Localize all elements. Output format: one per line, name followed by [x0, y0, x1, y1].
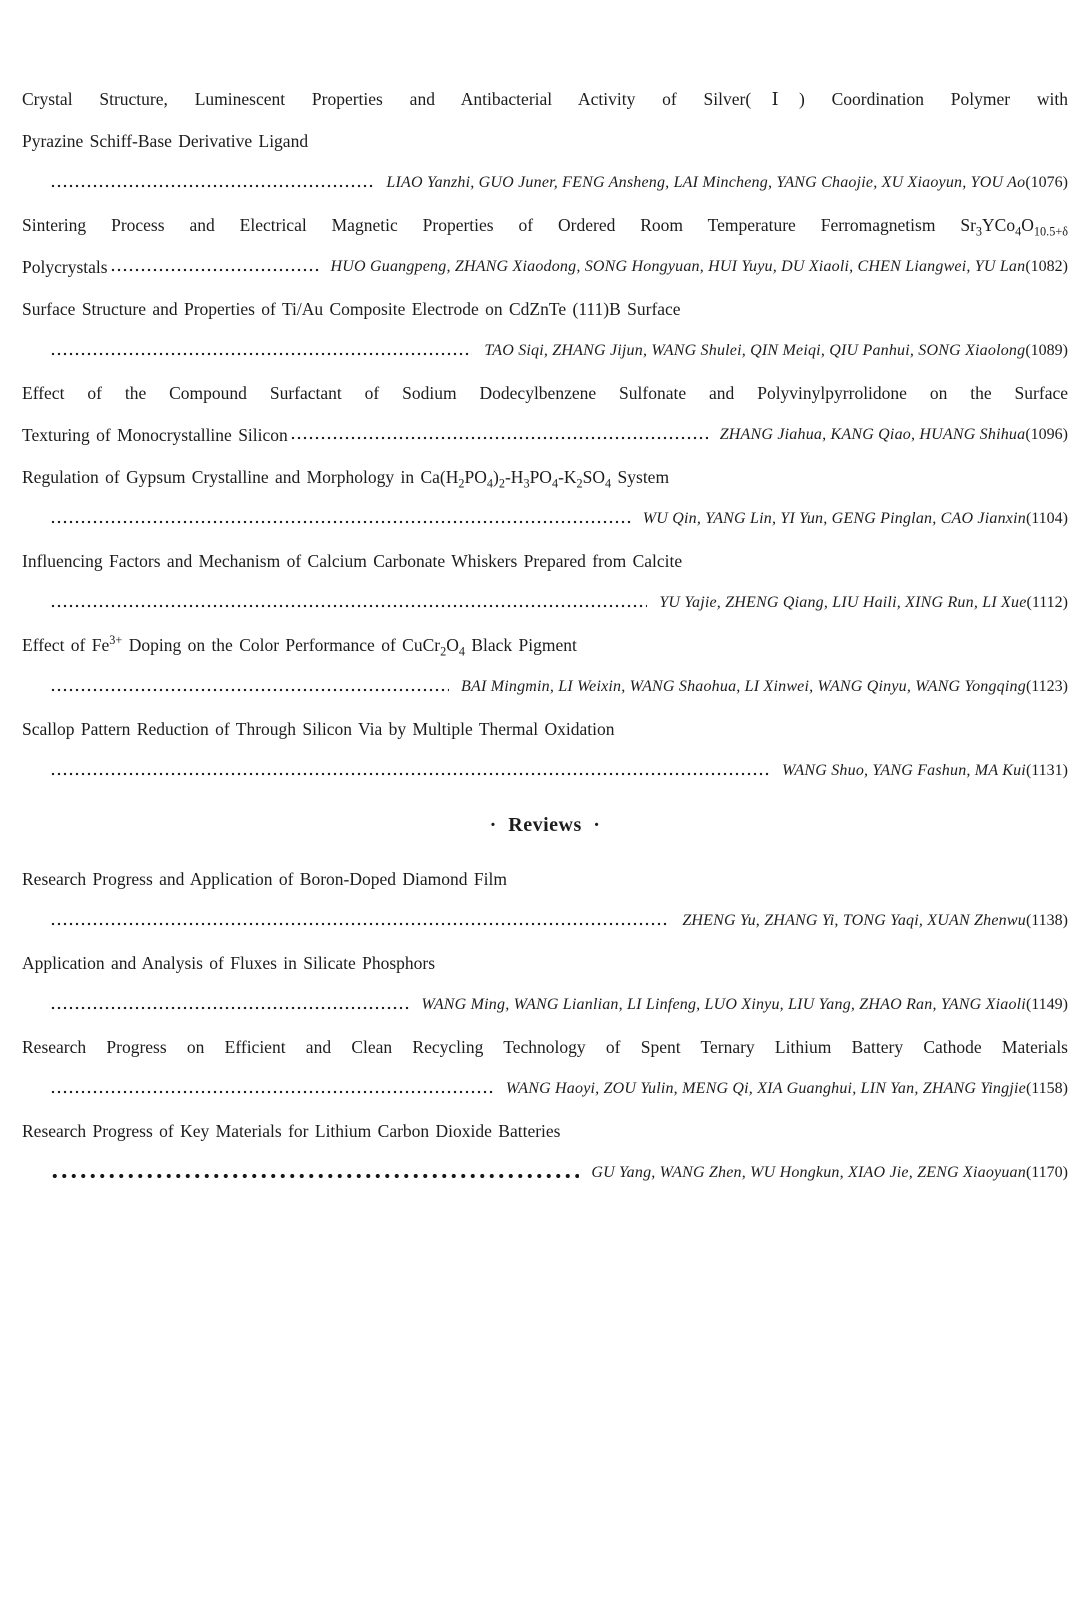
dot-leader: [50, 519, 631, 525]
dot-leader: [50, 771, 770, 777]
article-title-line: Polycrystals: [22, 257, 108, 277]
toc-entry: [22, 456, 1068, 540]
dot-leader: [50, 603, 647, 609]
article-title-line: Research Progress of Key Materials for Lithium Carbon Dioxide Batteries: [22, 1121, 561, 1141]
dot-leader: [50, 351, 472, 357]
article-title-line: Research Progress on Efficient and Clean Recycling Technology of Spent Ternary Lithium Battery Cathode Materials: [22, 1037, 1068, 1057]
article-page-number: (1149): [1025, 996, 1068, 1013]
article-page-number: (1158): [1025, 1080, 1068, 1097]
toc-entry: [22, 624, 1068, 708]
article-title-line: Effect of the Compound Surfactant of Sodium Dodecylbenzene Sulfonate and Polyvinylpyrrolidone on the Surface: [22, 383, 1068, 403]
reviews-section-header: · Reviews ·: [489, 814, 601, 836]
article-authors: YU Yajie, ZHENG Qiang, LIU Haili, XING Run, LI Xue: [659, 594, 1027, 611]
toc-entry: [22, 78, 1068, 204]
article-authors-line: [22, 900, 1068, 942]
article-page-number: (1131): [1025, 762, 1068, 779]
article-page-number: (1082): [1025, 258, 1068, 275]
dot-leader: [50, 687, 449, 693]
article-authors: HUO Guangpeng, ZHANG Xiaodong, SONG Hongyuan, HUI Yuyu, DU Xiaoli, CHEN Liangwei, YU Lan: [330, 258, 1026, 275]
article-authors-line: [22, 1152, 1068, 1194]
article-page-number: (1123): [1025, 678, 1068, 695]
article-authors-line: [22, 330, 1068, 372]
article-title-line: Crystal Structure, Luminescent Properties and Antibacterial Activity of Silver(Ⅰ) Coordination Polymer with: [22, 89, 1068, 109]
article-authors: BAI Mingmin, LI Weixin, WANG Shaohua, LI Xinwei, WANG Qinyu, WANG Yongqing: [461, 678, 1026, 695]
article-title-line: Application and Analysis of Fluxes in Silicate Phosphors: [22, 953, 436, 973]
article-authors: WANG Ming, WANG Lianlian, LI Linfeng, LUO Xinyu, LIU Yang, ZHAO Ran, YANG Xiaoli: [421, 996, 1026, 1013]
article-title-line: Sintering Process and Electrical Magnetic Properties of Ordered Room Temperature Ferromagnetism $Sr_3YCo_4O_{10.5+\delta}$: [22, 215, 1068, 239]
article-title-authors-line: [22, 246, 1068, 288]
toc-entry: [22, 288, 1068, 372]
article-authors-line: [22, 666, 1068, 708]
dot-leader: [50, 1005, 409, 1011]
article-authors: WANG Shuo, YANG Fashun, MA Kui: [782, 762, 1026, 779]
toc-entry: [22, 1026, 1068, 1110]
article-page-number: (1104): [1025, 510, 1068, 527]
article-page-number: (1138): [1025, 912, 1068, 929]
article-title-authors-line: [22, 414, 1068, 456]
toc-entry: [22, 204, 1068, 288]
toc-entry: [22, 858, 1068, 942]
article-authors: ZHENG Yu, ZHANG Yi, TONG Yaqi, XUAN Zhenwu: [682, 912, 1026, 929]
article-authors-line: [22, 582, 1068, 624]
article-title-line: Influencing Factors and Mechanism of Calcium Carbonate Whiskers Prepared from Calcite: [22, 551, 683, 571]
article-title-line: Surface Structure and Properties of Ti/Au Composite Electrode on CdZnTe (111)B Surface: [22, 299, 681, 319]
article-authors: WU Qin, YANG Lin, YI Yun, GENG Pinglan, CAO Jianxin: [642, 510, 1026, 527]
article-title-line: Research Progress and Application of Boron-Doped Diamond Film: [22, 869, 507, 889]
article-page-number: (1170): [1025, 1164, 1068, 1181]
article-authors: GU Yang, WANG Zhen, WU Hongkun, XIAO Jie, ZENG Xiaoyuan: [591, 1164, 1026, 1181]
dot-leader: [50, 1089, 494, 1095]
dot-leader: [50, 921, 670, 927]
article-authors: ZHANG Jiahua, KANG Qiao, HUANG Shihua: [719, 426, 1026, 443]
toc-entry: [22, 540, 1068, 624]
dot-leader: [290, 435, 708, 441]
dot-leader: [50, 183, 374, 189]
article-title-line: Regulation of Gypsum Crystalline and Morphology in $Ca(H_2PO_4)_2-H_3PO_4-K_2SO_4$ System: [22, 467, 670, 491]
article-title-line: Texturing of Monocrystalline Silicon: [22, 425, 288, 445]
toc-entry: [22, 1110, 1068, 1194]
article-page-number: (1096): [1025, 426, 1068, 443]
dot-leader: [50, 1172, 579, 1180]
article-page-number: (1112): [1026, 594, 1068, 611]
dot-leader: [110, 267, 319, 273]
toc-entry: [22, 372, 1068, 456]
article-page-number: (1076): [1025, 174, 1068, 191]
article-authors-line: [22, 750, 1068, 792]
article-page-number: (1089): [1025, 342, 1068, 359]
article-authors: WANG Haoyi, ZOU Yulin, MENG Qi, XIA Guanghui, LIN Yan, ZHANG Yingjie: [505, 1080, 1026, 1097]
article-title-line: Effect of $Fe^{3+}$ Doping on the Color Performance of $CuCr_2O_4$ Black Pigment: [22, 633, 577, 659]
toc-entry: [22, 708, 1068, 792]
article-authors-line: [22, 984, 1068, 1026]
article-authors: TAO Siqi, ZHANG Jijun, WANG Shulei, QIN Meiqi, QIU Panhui, SONG Xiaolong: [484, 342, 1026, 359]
article-authors-line: [22, 162, 1068, 204]
article-title-line: Scallop Pattern Reduction of Through Silicon Via by Multiple Thermal Oxidation: [22, 719, 615, 739]
article-authors-line: [22, 1068, 1068, 1110]
toc-entry: [22, 942, 1068, 1026]
article-authors-line: [22, 498, 1068, 540]
article-title-line: Pyrazine Schiff-Base Derivative Ligand: [22, 131, 309, 151]
article-authors: LIAO Yanzhi, GUO Juner, FENG Ansheng, LAI Mincheng, YANG Chaojie, XU Xiaoyun, YOU Ao: [386, 174, 1026, 191]
